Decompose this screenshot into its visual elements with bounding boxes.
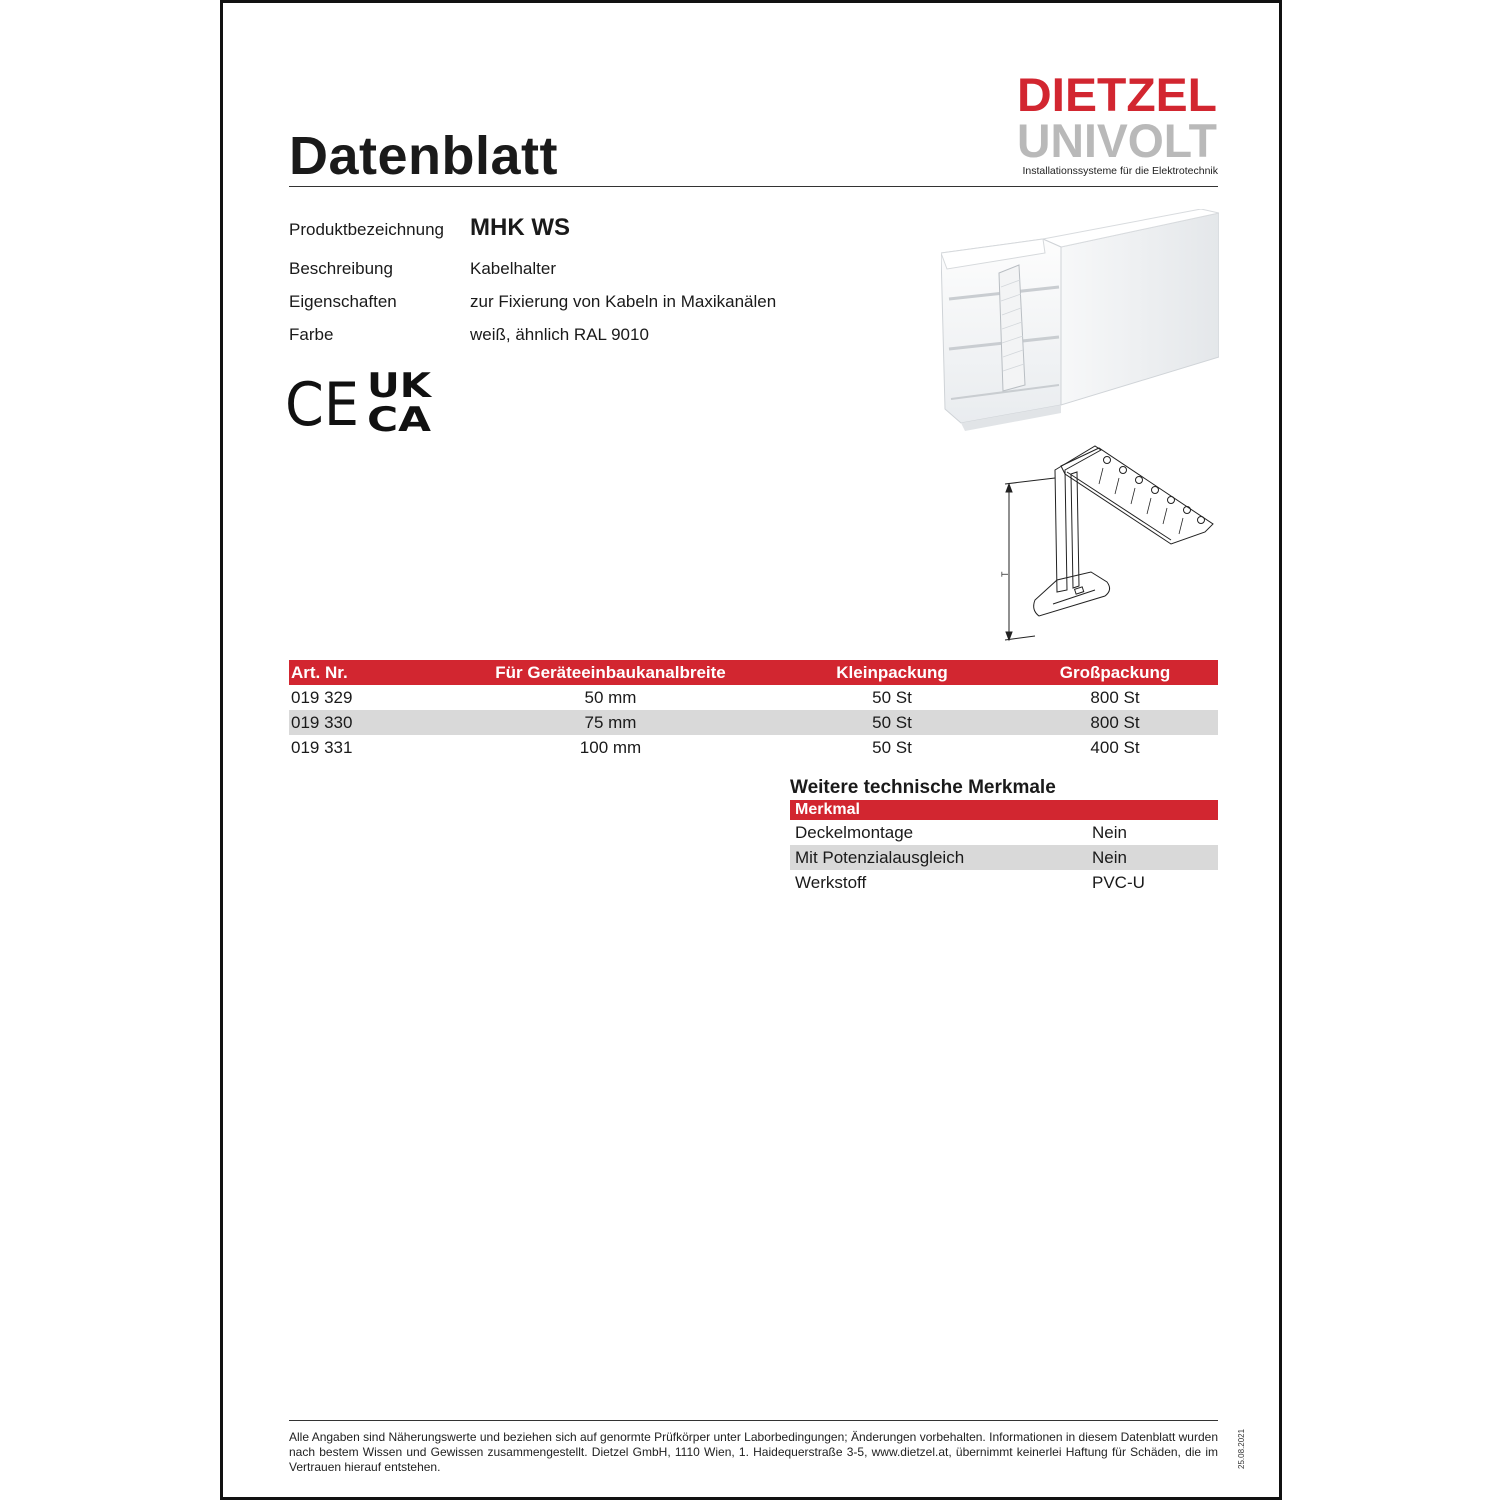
feature-row xyxy=(790,820,1218,845)
property-row-description xyxy=(289,259,889,283)
cell-channel-width: 75 mm xyxy=(584,712,637,732)
logo-text-univolt: UNIVOLT xyxy=(1017,114,1218,167)
property-value: weiß, ähnlich RAL 9010 xyxy=(470,325,649,344)
table-row xyxy=(289,685,1218,710)
feature-value: PVC-U xyxy=(1092,872,1145,892)
property-value: zur Fixierung von Kabeln in Maxikanälen xyxy=(470,292,777,311)
footer-divider xyxy=(289,1420,1218,1421)
cell-channel-width: 100 mm xyxy=(579,737,642,757)
cell-large-pack: 800 St xyxy=(1090,687,1140,707)
column-header-article-number: Art. Nr. xyxy=(291,662,348,682)
dimension-label: T xyxy=(1000,571,1010,577)
property-row-features xyxy=(289,292,889,316)
table-row xyxy=(289,710,1218,735)
property-value: Kabelhalter xyxy=(470,259,557,278)
technical-drawing xyxy=(995,440,1215,650)
ca-mark: CA xyxy=(367,400,432,435)
header-divider xyxy=(289,186,1218,187)
property-row-name xyxy=(289,214,889,250)
feature-row xyxy=(790,870,1218,895)
cell-small-pack: 50 St xyxy=(872,687,912,707)
page-title: Datenblatt xyxy=(289,126,559,186)
ce-mark: CE xyxy=(285,370,359,435)
property-row-color xyxy=(289,325,889,349)
conformity-marks xyxy=(285,365,435,435)
features-header: Merkmal xyxy=(790,800,1218,820)
feature-name: Deckelmontage xyxy=(795,822,914,842)
product-name: MHK WS xyxy=(470,214,570,241)
cell-small-pack: 50 St xyxy=(872,712,912,732)
table-header xyxy=(289,660,1218,685)
features-title: Weitere technische Merkmale xyxy=(790,777,1056,798)
cell-large-pack: 400 St xyxy=(1090,737,1140,757)
cell-large-pack: 800 St xyxy=(1090,712,1140,732)
property-label: Beschreibung xyxy=(289,259,393,278)
property-label: Produktbezeichnung xyxy=(289,220,445,239)
cell-article-number: 019 331 xyxy=(291,737,353,757)
column-header-channel-width: Für Geräteeinbaukanalbreite xyxy=(495,662,726,682)
cell-article-number: 019 330 xyxy=(291,712,353,732)
table-row xyxy=(289,735,1218,760)
logo-tagline: Installationssysteme für die Elektrotechnik xyxy=(1022,165,1218,177)
feature-name: Mit Potenzialausgleich xyxy=(795,847,965,867)
column-header-large-pack: Großpackung xyxy=(1059,662,1171,682)
uk-mark: UK xyxy=(367,366,433,406)
article-table xyxy=(289,660,1218,760)
property-label: Eigenschaften xyxy=(289,292,397,311)
cell-article-number: 019 329 xyxy=(291,687,353,707)
feature-value: Nein xyxy=(1092,822,1127,842)
product-photo xyxy=(941,209,1219,433)
footer-disclaimer: Alle Angaben sind Näherungswerte und beziehen sich auf genormte Prüfkörper unter Laborbedingungen; Änderungen vorbehalten. Informationen in diesem Datenblatt wurden nach bestem Wissen und Gewissen zusammengestellt. Dietzel GmbH, 1110 Wien, 1. Haidequerstraße 3-5, www.dietzel.at, übernimmt keinerlei Haftung für Schäden, die im Vertrauen hierauf entstehen. xyxy=(289,1430,1218,1474)
feature-row xyxy=(790,845,1218,870)
feature-name: Werkstoff xyxy=(795,872,867,892)
features-table xyxy=(790,800,1218,895)
property-label: Farbe xyxy=(289,325,334,344)
datasheet-page xyxy=(220,0,1282,1500)
logo-text-dietzel: DIETZEL xyxy=(1017,69,1217,121)
cell-small-pack: 50 St xyxy=(872,737,912,757)
column-header-small-pack: Kleinpackung xyxy=(836,662,948,682)
feature-value: Nein xyxy=(1092,847,1127,867)
document-date: 25.08.2021 xyxy=(1237,1428,1246,1469)
cell-channel-width: 50 mm xyxy=(584,687,637,707)
